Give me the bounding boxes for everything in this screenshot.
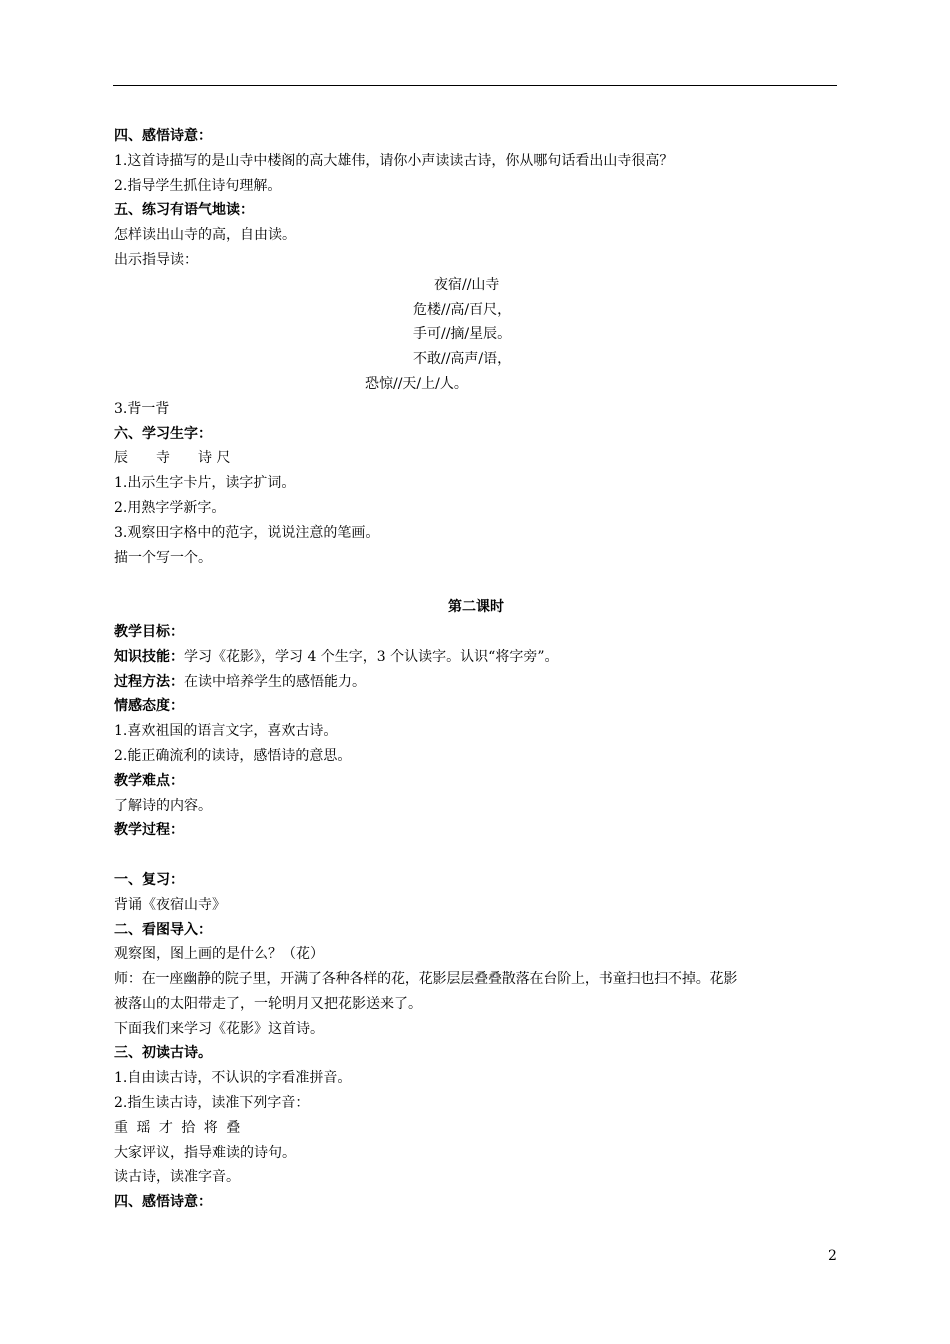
poem-line: 夜宿//山寺 [434, 276, 500, 293]
section-heading: 四、感悟诗意： [114, 1194, 212, 1211]
paragraph: 描一个写一个。 [114, 549, 212, 566]
poem-line: 恐惊//天/上/人。 [365, 375, 468, 392]
paragraph: 3.观察田字格中的范字，说说注意的笔画。 [114, 524, 380, 541]
objective-process [114, 670, 838, 695]
paragraph: 师：在一座幽静的院子里，开满了各种各样的花，花影层层叠叠散落在台阶上，书童扫也扫不掉。花影 [114, 971, 738, 988]
page-number: 2 [828, 1248, 837, 1264]
paragraph: 大家评议，指导难读的诗句。 [114, 1144, 296, 1161]
new-characters: 辰 寺 诗 尺 [114, 450, 231, 467]
paragraph: 1.出示生字卡片，读字扩词。 [114, 475, 296, 492]
paragraph: 2.指生读古诗，读准下列字音： [114, 1095, 310, 1112]
lesson-title: 第二课时 [448, 599, 504, 616]
paragraph: 读古诗，读准字音。 [114, 1169, 240, 1186]
paragraph: 下面我们来学习《花影》这首诗。 [114, 1020, 324, 1037]
paragraph: 1.自由读古诗，不认识的字看准拼音。 [114, 1070, 352, 1087]
label: 教学目标： [114, 623, 184, 640]
section-heading: 二、看图导入： [114, 921, 212, 938]
section-heading: 一、复习： [114, 871, 184, 888]
poem-line: 危楼//高/百尺， [413, 301, 512, 318]
poem-line: 不敢//高声/语， [413, 351, 512, 368]
paragraph: 2.用熟字学新字。 [114, 499, 226, 516]
section-heading: 五、练习有语气地读： [114, 202, 254, 219]
text: 在读中培养学生的感悟能力。 [184, 673, 366, 690]
paragraph: 背诵《夜宿山寺》 [114, 896, 226, 913]
document-body [114, 124, 838, 1215]
paragraph: 2.能正确流利的读诗，感悟诗的意思。 [114, 747, 352, 764]
spacer [114, 843, 838, 868]
paragraph: 出示指导读： [114, 251, 198, 268]
pronunciation-characters: 重 瑶 才 拾 将 叠 [114, 1119, 243, 1136]
paragraph: 3.背一背 [114, 400, 170, 417]
poem-line: 手可//摘/星辰。 [413, 326, 512, 343]
section-heading: 四、感悟诗意： [114, 128, 212, 144]
spacer [114, 570, 838, 595]
label: 过程方法： [114, 673, 184, 690]
section-heading: 三、初读古诗。 [114, 1045, 212, 1062]
label: 教学过程： [114, 822, 184, 839]
label: 知识技能： [114, 648, 184, 665]
label: 教学难点： [114, 772, 184, 789]
paragraph: 怎样读出山寺的高，自由读。 [114, 227, 296, 244]
section-heading: 六、学习生字： [114, 425, 212, 442]
paragraph: 2.指导学生抓住诗句理解。 [114, 177, 282, 194]
header-rule [113, 85, 837, 86]
paragraph: 1.这首诗描写的是山寺中楼阁的高大雄伟，请你小声读读古诗，你从哪句话看出山寺很高？ [114, 152, 674, 169]
text: 学习《花影》，学习 4 个生字，3 个认读字。认识“将字旁”。 [184, 648, 559, 665]
paragraph: 被落山的太阳带走了，一轮明月又把花影送来了。 [114, 995, 422, 1012]
objective-knowledge [114, 645, 838, 670]
paragraph: 1.喜欢祖国的语言文字，喜欢古诗。 [114, 723, 338, 740]
paragraph: 观察图，图上画的是什么？（花） [114, 946, 324, 963]
label: 情感态度： [114, 698, 184, 715]
paragraph: 了解诗的内容。 [114, 797, 212, 814]
